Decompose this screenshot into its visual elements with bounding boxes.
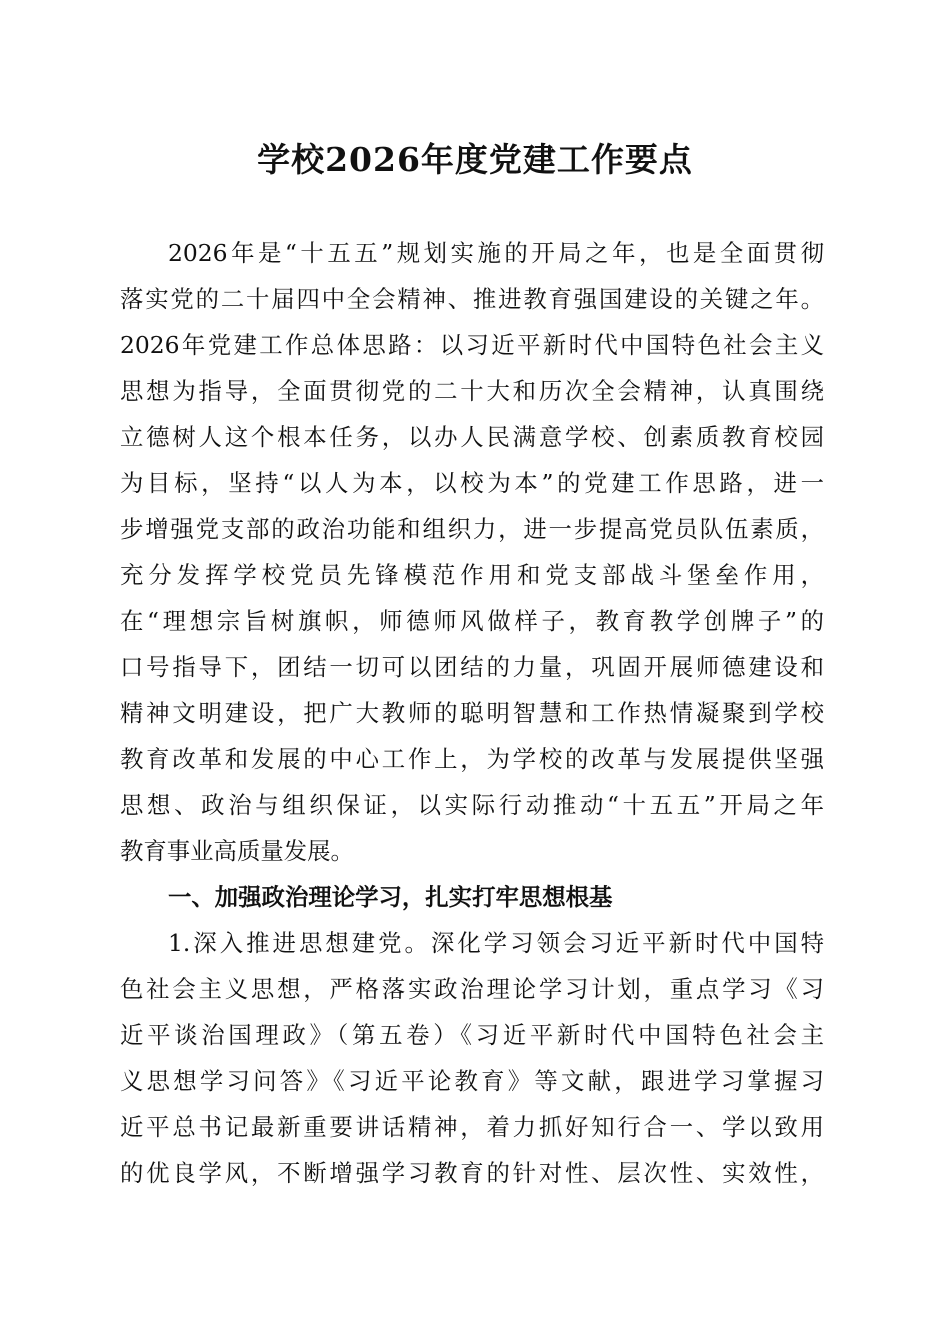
intro-line-6: 为目标，坚持“以人为本，以校为本”的党建工作思路，进一	[120, 469, 824, 497]
document-title: 学校2026年度党建工作要点	[257, 140, 693, 179]
intro-line-2: 落实党的二十届四中全会精神、推进教育强国建设的关键之年。	[120, 285, 824, 313]
section-1-line-6: 的优良学风，不断增强学习教育的针对性、层次性、实效性，	[120, 1159, 824, 1187]
section-1-line-4: 义思想学习问答》《习近平论教育》等文献，跟进学习掌握习	[120, 1067, 824, 1095]
intro-line-5: 立德树人这个根本任务，以办人民满意学校、创素质教育校园	[120, 423, 824, 451]
intro-line-11: 精神文明建设，把广大教师的聪明智慧和工作热情凝聚到学校	[120, 699, 824, 727]
intro-line-3: 2026年党建工作总体思路：以习近平新时代中国特色社会主义	[120, 331, 824, 359]
intro-line-4: 思想为指导，全面贯彻党的二十大和历次全会精神，认真围绕	[120, 377, 824, 405]
intro-line-10: 口号指导下，团结一切可以团结的力量，巩固开展师德建设和	[120, 653, 824, 681]
section-1-line-3: 近平谈治国理政》（第五卷）《习近平新时代中国特色社会主	[120, 1021, 824, 1049]
intro-line-1: 2026年是“十五五”规划实施的开局之年，也是全面贯彻	[168, 239, 824, 267]
intro-line-8: 充分发挥学校党员先锋模范作用和党支部战斗堡垒作用，	[120, 561, 824, 589]
intro-line-12: 教育改革和发展的中心工作上，为学校的改革与发展提供坚强	[120, 745, 824, 773]
section-1-line-5: 近平总书记最新重要讲话精神，着力抓好知行合一、学以致用	[120, 1113, 824, 1141]
section-1-line-2: 色社会主义思想，严格落实政治理论学习计划，重点学习《习	[120, 975, 824, 1003]
intro-line-13: 思想、政治与组织保证，以实际行动推动“十五五”开局之年	[120, 791, 824, 819]
section-1-line-1: 1.深入推进思想建党。深化学习领会习近平新时代中国特	[168, 929, 824, 957]
intro-line-9: 在“理想宗旨树旗帜，师德师风做样子，教育教学创牌子”的	[120, 607, 824, 635]
section-1-heading: 一、加强政治理论学习，扎实打牢思想根基	[168, 883, 613, 911]
intro-line-14: 教育事业高质量发展。	[120, 837, 354, 865]
intro-line-7: 步增强党支部的政治功能和组织力，进一步提高党员队伍素质，	[120, 515, 824, 543]
